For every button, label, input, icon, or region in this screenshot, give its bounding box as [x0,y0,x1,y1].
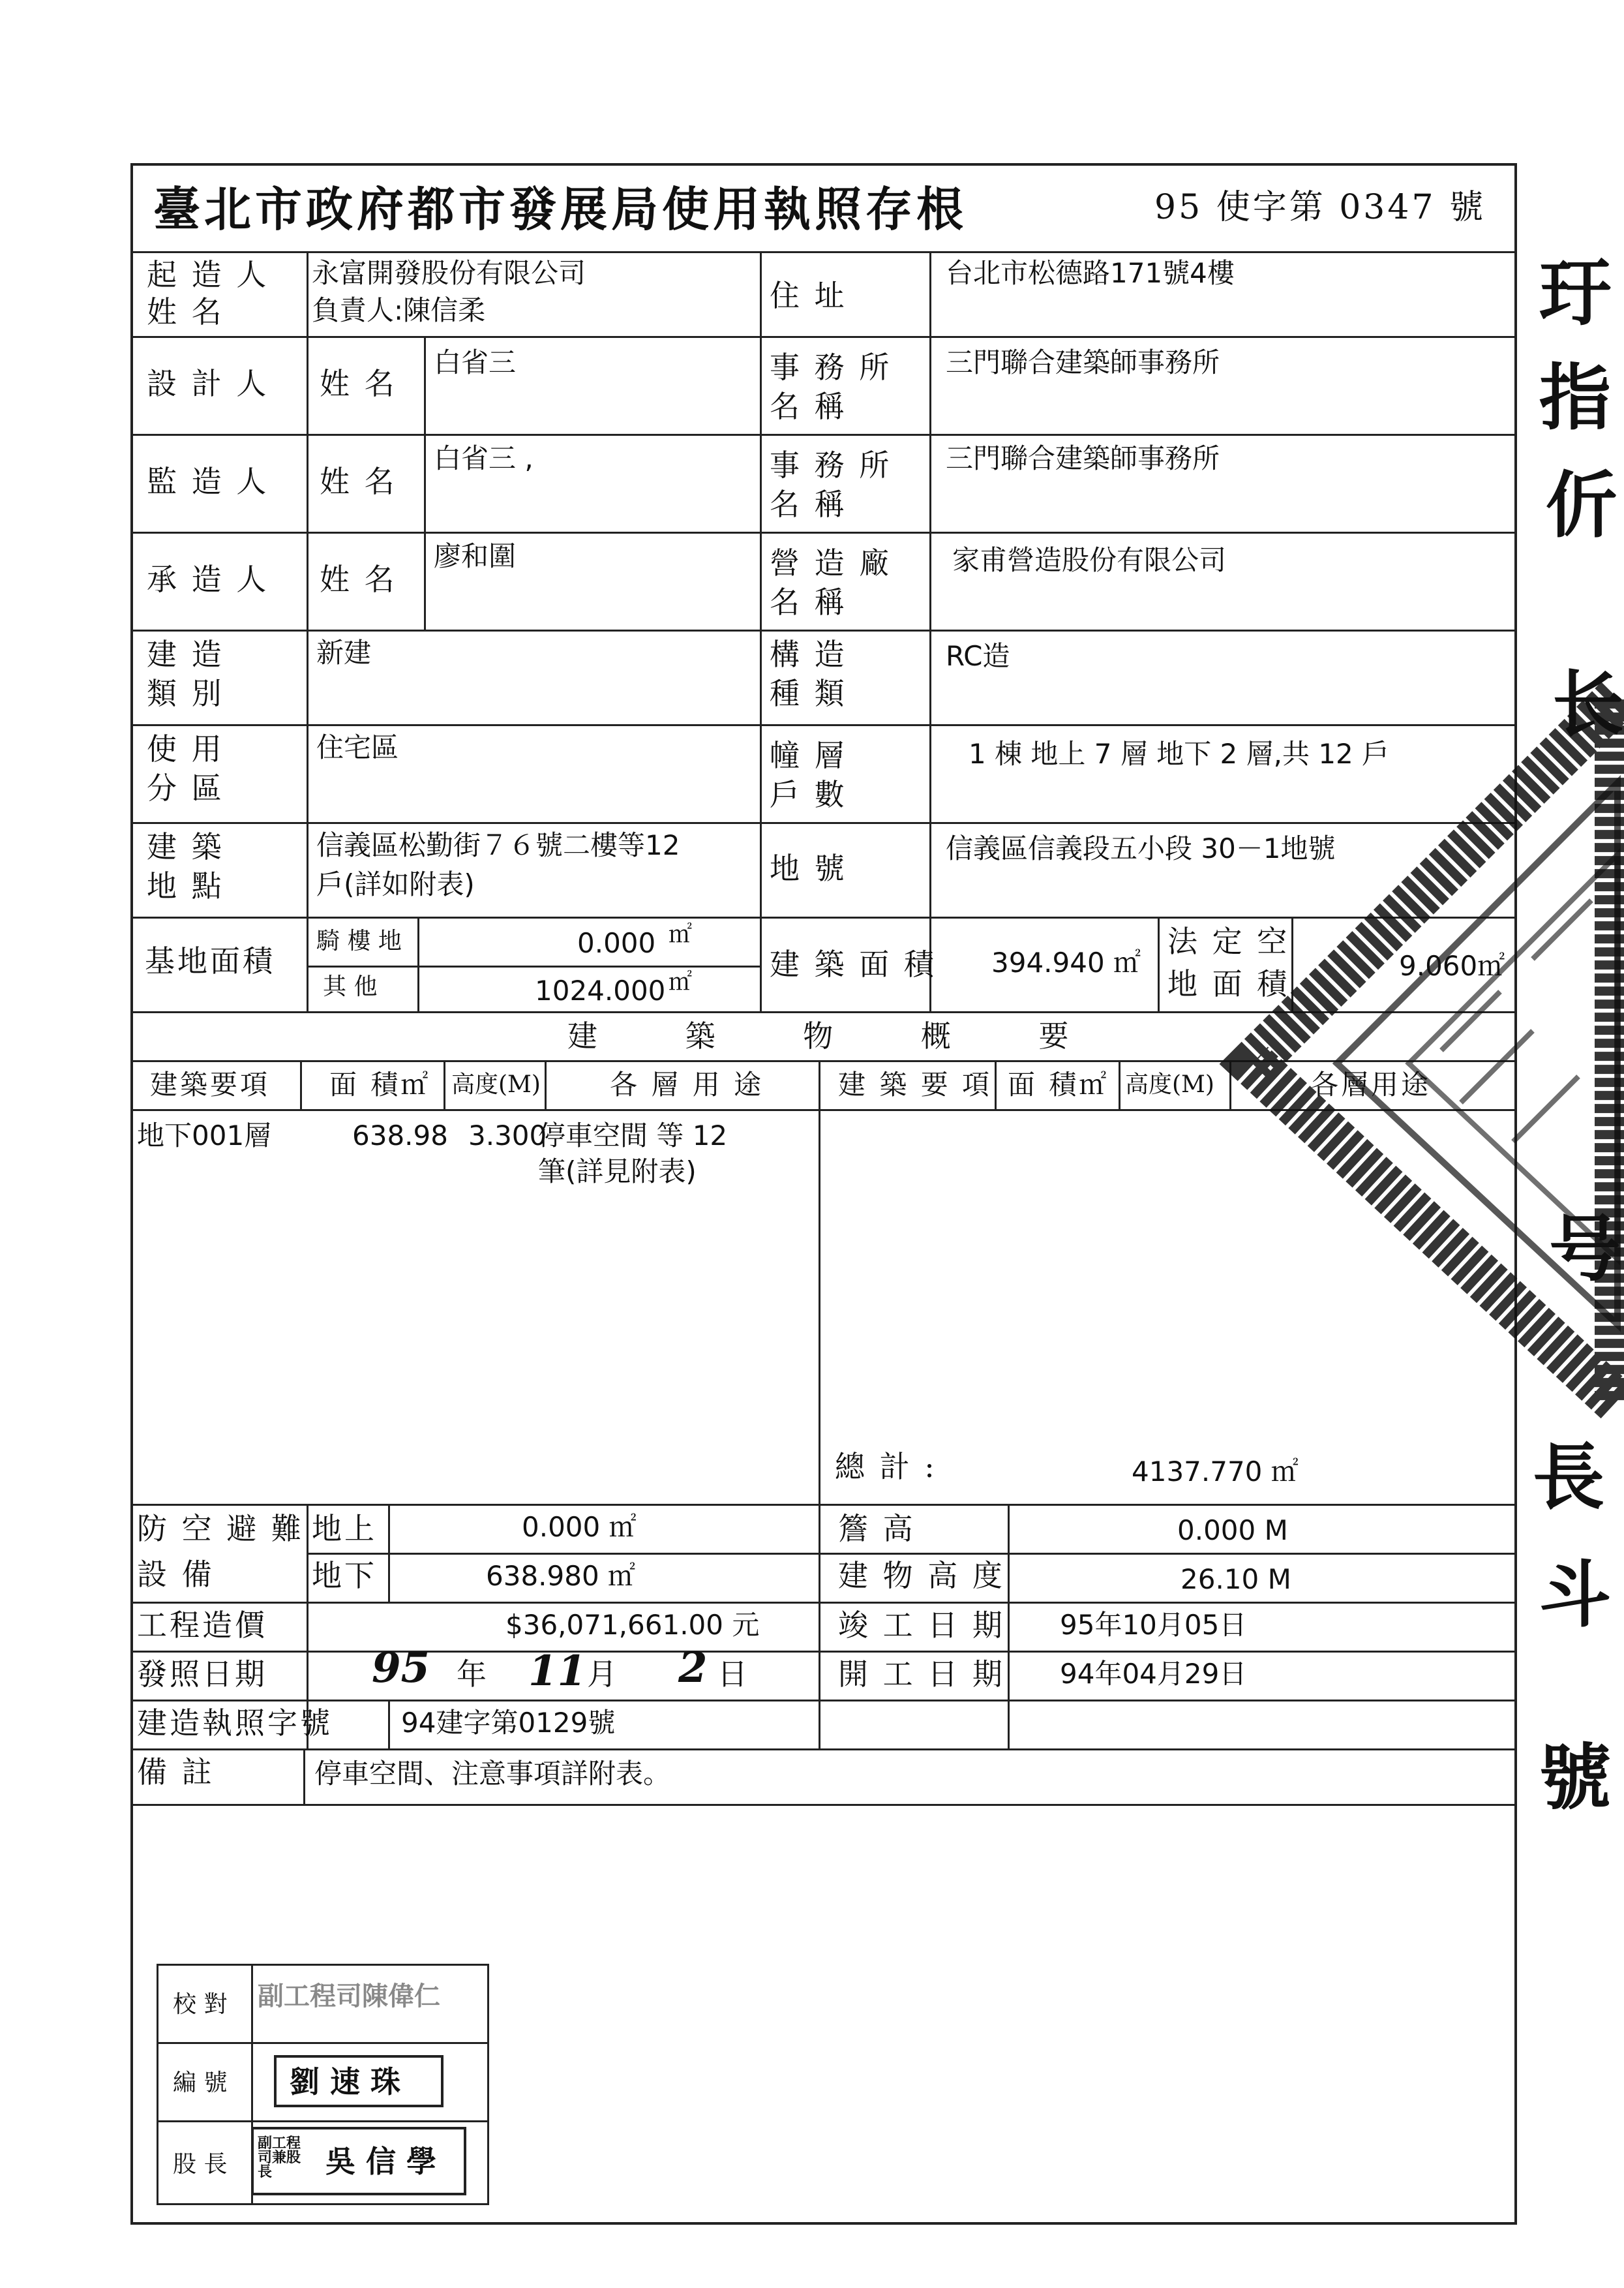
designer-office-label: 事 務 所 [770,350,892,385]
completion-date-label: 竣 工 日 期 [838,1608,1005,1643]
total-value: 4137.770 ㎡ [1132,1456,1299,1487]
owner-label: 姓 名 [147,294,224,329]
contractor-firm-label: 營 造 廠 [770,545,892,581]
build-type-label: 類 別 [147,676,224,711]
chief-stamp-name: 吳 信 學 [325,2144,437,2179]
row-divider [130,1504,1517,1506]
below-ground-value: 638.980 ㎡ [486,1560,636,1592]
use-zone-label: 使 用 [147,731,224,767]
build-type-value: 新建 [316,637,372,669]
col-divider [995,1060,997,1109]
row-divider [130,336,1517,338]
eaves-value: 0.000 M [1177,1514,1288,1546]
official-seal-stamp [1226,685,1617,1403]
build-type-label: 建 造 [147,637,224,672]
open-area-label: 法 定 空 [1167,924,1290,959]
completion-date-value: 95年10月05日 [1060,1609,1247,1641]
issue-year: 95 [372,1643,430,1692]
use-zone-label: 分 區 [147,770,224,806]
remarks-value: 停車空間、注意事項詳附表。 [314,1758,671,1790]
day-unit: 日 [717,1656,750,1692]
faded-seal: 副工程司陳偉仁 [258,1981,440,2011]
row-divider [130,1651,1517,1653]
edge-text: 指 [1539,356,1611,440]
floor-use: 筆(詳見附表) [538,1155,697,1187]
edge-text: 伒 [1546,463,1617,547]
shelter-label: 設 備 [137,1557,215,1592]
start-date-label: 開 工 日 期 [838,1656,1005,1692]
address-label: 住 址 [770,278,847,313]
building-height-value: 26.10 M [1180,1563,1291,1595]
row-divider [307,1553,1517,1555]
row-divider [130,630,1517,632]
name-stamp [274,2055,444,2107]
row-divider [130,1602,1517,1604]
arcade-value: 0.000 [577,927,656,959]
total-label: 總 計 : [835,1449,937,1484]
col-divider [1008,1504,1010,1748]
units-label: 戶 數 [770,777,847,812]
other-value: 1024.000 [535,975,666,1007]
eaves-label: 簷 高 [838,1511,916,1546]
summary-title: 建 築 物 概 要 [567,1018,1108,1054]
edge-text: 斗 [1539,1553,1611,1637]
col-divider [545,1060,547,1109]
column-header: 高度(M) [1125,1071,1214,1098]
edge-text: 玗 [1539,251,1611,335]
row-divider [130,1748,1517,1750]
row-divider [130,532,1517,534]
supervisor-label: 監 造 人 [147,464,269,499]
owner-company: 永富開發股份有限公司 [312,257,586,289]
cost-label: 工程造價 [137,1608,267,1643]
column-header: 建築要項 [150,1069,271,1101]
remarks-label: 備 註 [137,1754,215,1790]
col-divider [444,1060,445,1109]
contractor-name-label: 姓 名 [320,562,397,597]
owner-label: 起 造 人 [147,257,269,292]
supervisor-office-label: 名 稱 [770,487,847,522]
col-divider [1119,1060,1120,1109]
row-divider [130,1804,1517,1806]
col-divider [417,917,419,1011]
unit-label: ㎡ [669,921,693,948]
signoff-divider [157,2120,489,2122]
edge-text: 号 [1549,1207,1621,1291]
lot-value: 信義區信義段五小段 30－1地號 [946,832,1336,864]
edge-text: 長 [1533,1435,1604,1519]
designer-label: 設 計 人 [147,366,269,401]
chief-stamp [251,2127,466,2195]
edge-text: 號 [1539,1735,1611,1820]
signoff-divider [157,2042,489,2044]
arcade-label: 騎 樓 地 [316,928,402,954]
col-divider [819,1060,820,1748]
designer-office: 三門聯合建築師事務所 [946,346,1220,378]
issue-date-label: 發照日期 [137,1656,267,1692]
col-divider [303,1748,305,1804]
floor-item: 地下001層 [137,1120,272,1152]
shelter-label: 防 空 避 難 [137,1511,304,1546]
above-ground-value: 0.000 ㎡ [522,1511,637,1543]
floor-area: 638.98 [352,1120,448,1152]
location-value: 戶(詳如附表) [316,868,475,900]
number-label: 編 號 [173,2069,228,2096]
col-divider [307,251,308,1011]
name-stamp-text: 劉 速 珠 [290,2064,401,2099]
location-label: 地 點 [147,868,224,904]
structure-value: RC造 [946,640,1010,672]
location-label: 建 築 [147,829,224,864]
unit-label: ㎡ [669,969,693,996]
column-header: 各 層 用 途 [610,1069,764,1101]
floor-height: 3.300 [468,1120,547,1152]
location-value: 信義區松勤街７６號二樓等12 [316,829,680,861]
other-label: 其 他 [323,973,378,1000]
supervisor-name-label: 姓 名 [320,464,397,499]
site-area-label: 基地面積 [145,943,275,979]
col-divider [760,251,762,1011]
issue-month: 11 [528,1647,587,1696]
designer-name: 白省三 [434,346,517,378]
contractor-label: 承 造 人 [147,562,269,597]
owner-representative: 負責人:陳信柔 [312,294,486,326]
column-header: 各層用途 [1311,1069,1432,1101]
col-divider [300,1060,302,1109]
column-header: 高度(M) [451,1071,541,1098]
above-ground-label: 地上 [312,1511,377,1546]
issue-day: 2 [678,1643,708,1692]
supervisor-office-label: 事 務 所 [770,448,892,483]
building-permit-label: 建造執照字號 [137,1705,333,1741]
structure-label: 種 類 [770,676,847,711]
col-divider [424,336,426,630]
building-area-value: 394.940 ㎡ [991,947,1141,979]
column-header: 面 積㎡ [329,1069,431,1101]
building-permit-value: 94建字第0129號 [401,1707,616,1739]
column-header: 建 築 要 項 [838,1069,993,1101]
supervisor-name: 白省三 , [434,442,534,474]
open-area-label: 地 面 積 [1167,966,1290,1001]
permit-number: 95 使字第 0347 號 [1154,188,1486,227]
structure-label: 構 造 [770,637,847,672]
units-label: 幢 層 [770,738,847,773]
col-divider [388,1504,390,1602]
floor-use: 停車空間 等 12 [538,1120,728,1152]
units-value: 1 棟 地上 7 層 地下 2 層,共 12 戶 [969,738,1390,770]
supervisor-office: 三門聯合建築師事務所 [946,442,1220,474]
column-header: 面 積㎡ [1008,1069,1109,1101]
month-unit: 月 [587,1656,620,1692]
row-divider [130,434,1517,436]
use-zone-value: 住宅區 [316,731,399,763]
edge-text: 长 [1552,662,1624,746]
designer-office-label: 名 稱 [770,389,847,424]
below-ground-label: 地下 [312,1558,377,1593]
chief-stamp-title: 副工程司兼股長 [258,2135,301,2180]
proofread-label: 校 對 [173,1991,228,2018]
contractor-name: 廖和圍 [434,540,517,572]
lot-label: 地 號 [770,851,847,886]
row-divider [130,1700,1517,1701]
address-value: 台北市松德路171號4樓 [946,257,1235,289]
contractor-firm-label: 名 稱 [770,585,847,620]
row-divider [307,966,760,968]
building-area-label: 建 築 面 積 [770,947,937,982]
designer-name-label: 姓 名 [320,366,397,401]
building-height-label: 建 物 高 度 [838,1558,1005,1593]
col-divider [1158,917,1160,1011]
row-divider [130,251,1517,253]
section-chief-label: 股 長 [173,2151,228,2178]
col-divider [929,251,931,1011]
cost-value: $36,071,661.00 元 [505,1609,760,1641]
open-area-value: 9.060㎡ [1399,950,1505,982]
form-title: 臺北市政府都市發展局使用執照存根 [153,181,968,237]
year-unit: 年 [457,1656,489,1692]
start-date-value: 94年04月29日 [1060,1658,1247,1690]
contractor-firm: 家甫營造股份有限公司 [952,544,1227,576]
col-divider [388,1700,390,1748]
